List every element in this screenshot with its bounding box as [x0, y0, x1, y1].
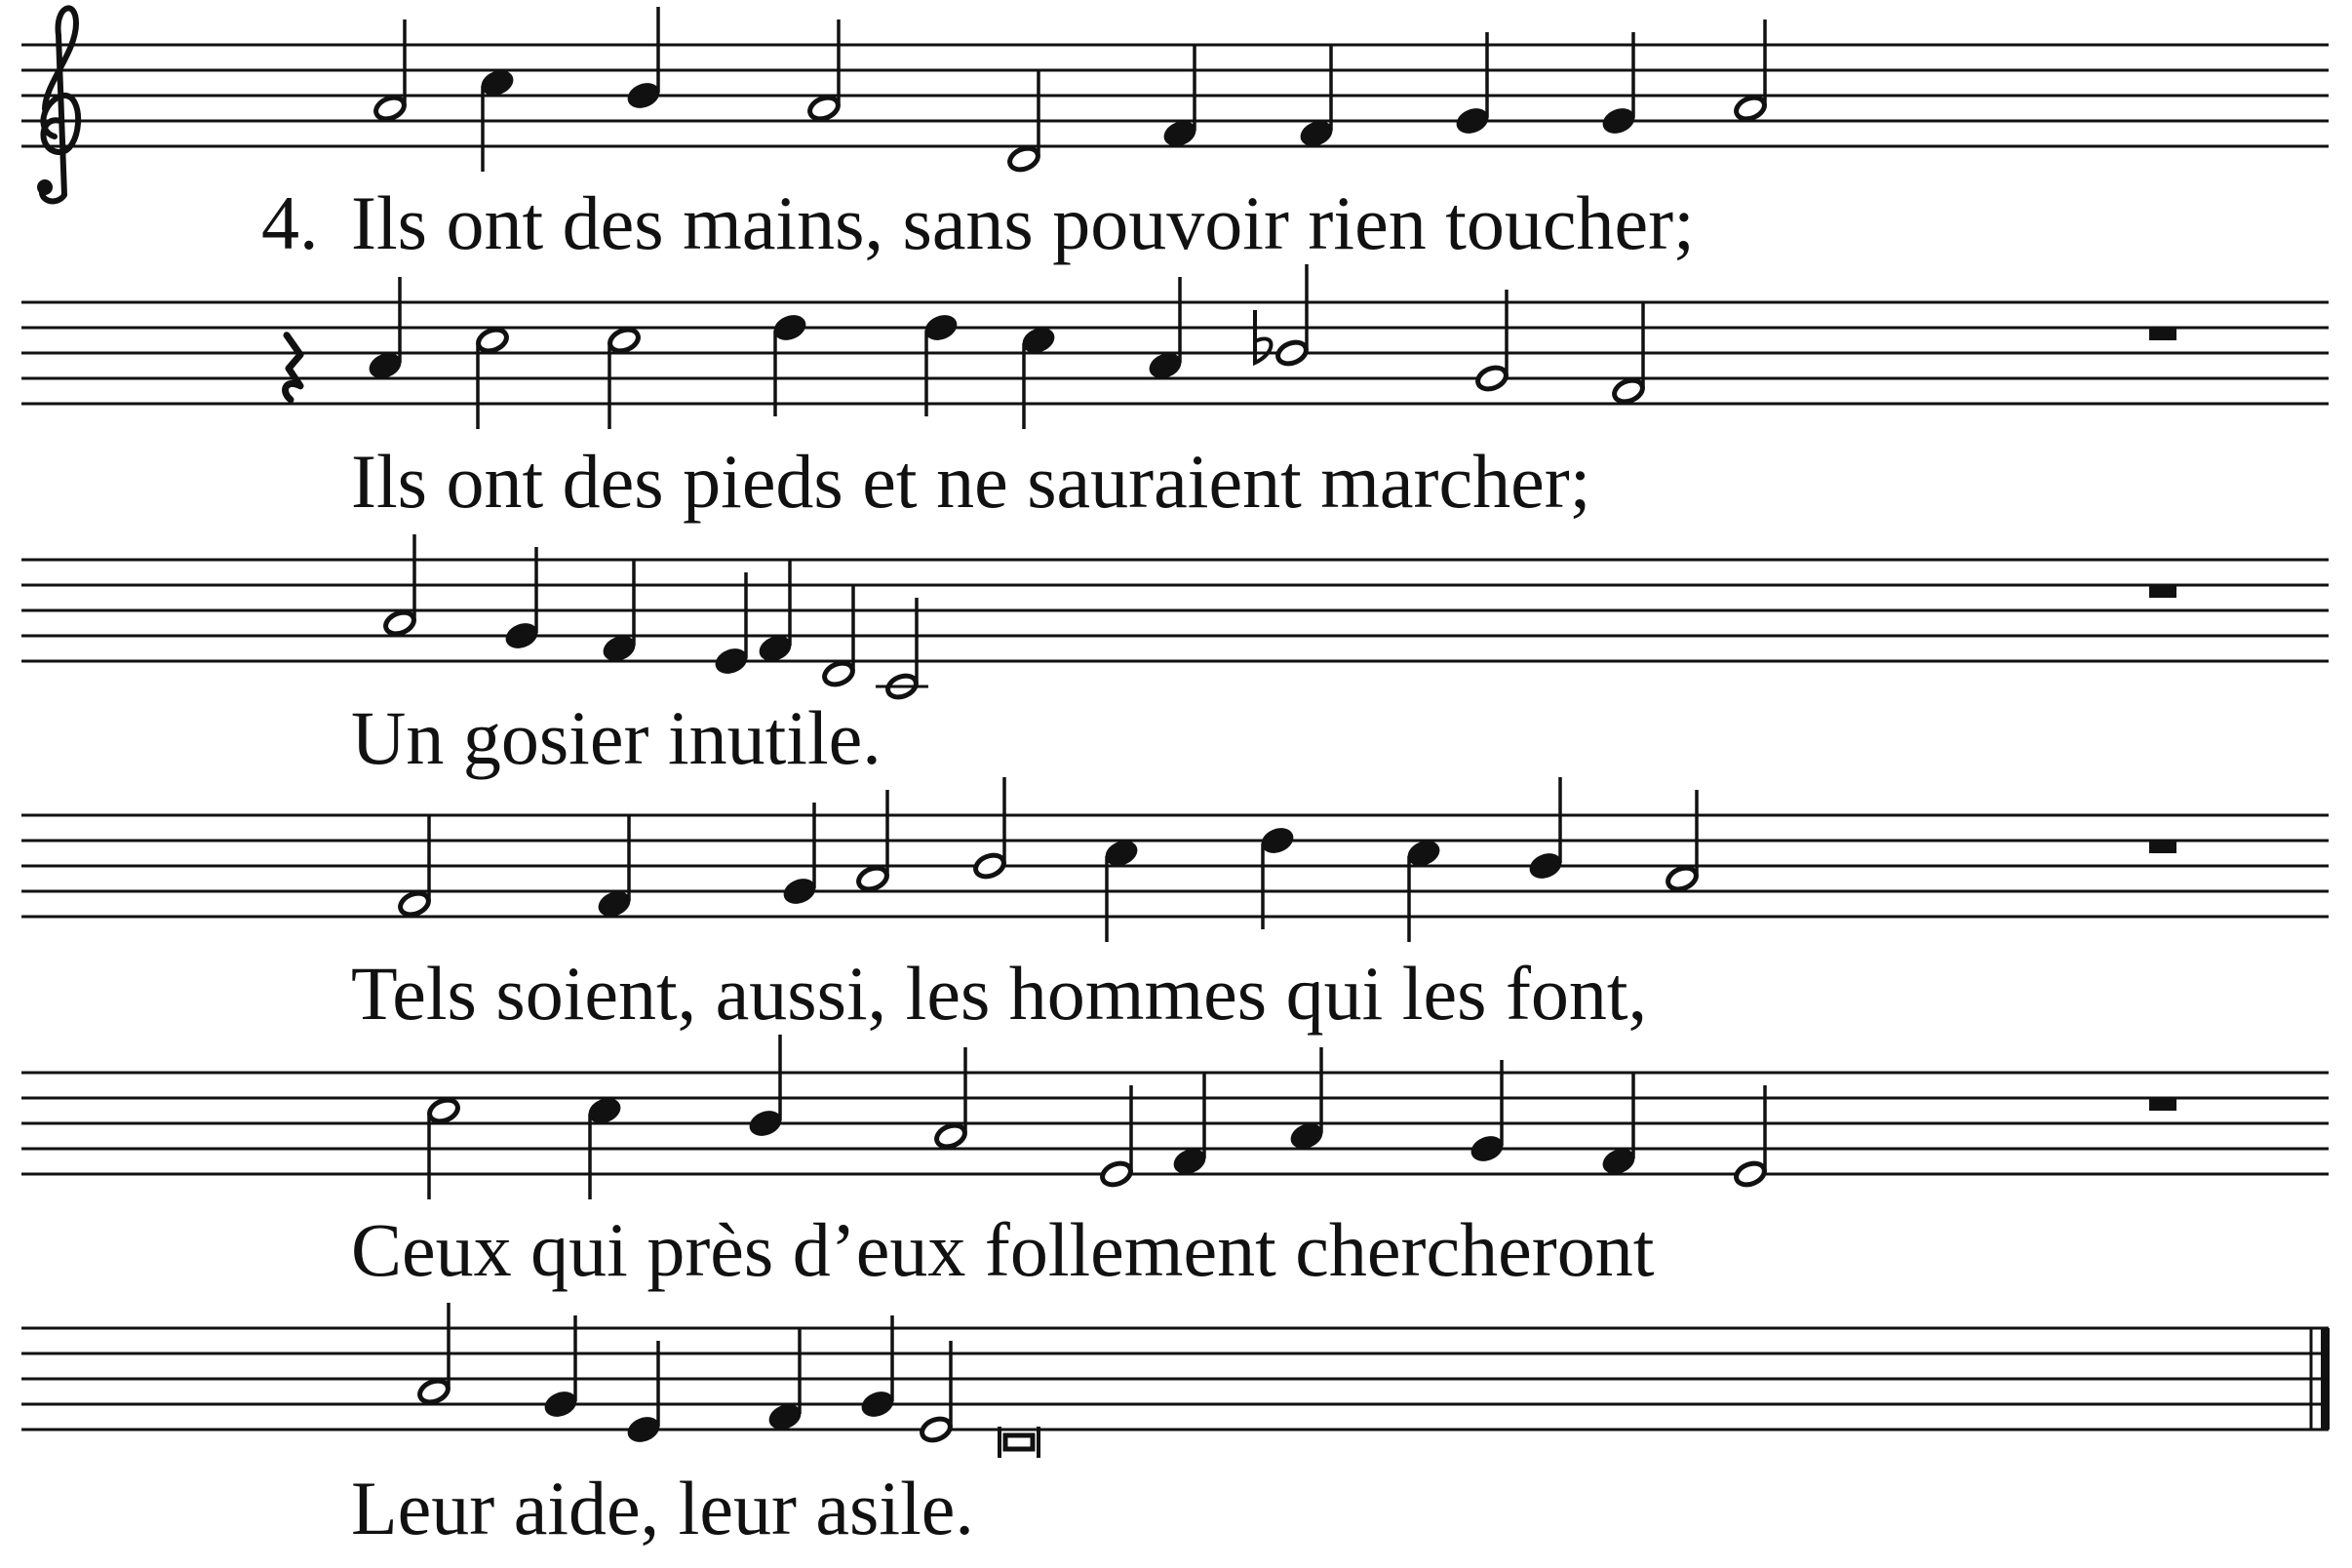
quarter-note	[595, 815, 635, 921]
staff-4	[21, 815, 2329, 917]
half-note	[1733, 1085, 1767, 1189]
notehead	[382, 608, 416, 638]
half-note	[1274, 264, 1309, 368]
quarter-note	[600, 560, 640, 665]
half-note	[919, 1341, 953, 1444]
staff-6	[21, 1328, 2329, 1430]
flat-icon	[1255, 310, 1272, 363]
staff-2	[21, 302, 2329, 404]
quarter-note	[1468, 1060, 1508, 1165]
quarter-note	[1526, 777, 1566, 882]
lyric-line-1	[351, 180, 1695, 265]
quarter-note	[1297, 45, 1337, 150]
half-note	[1099, 1085, 1133, 1189]
verse-number: 4.	[261, 180, 319, 265]
notehead	[919, 1415, 953, 1444]
quarter-note	[1258, 824, 1298, 929]
quarter-note	[624, 7, 664, 112]
notehead	[1474, 364, 1509, 393]
whole-rest-icon	[2149, 841, 2176, 853]
quarter-note	[502, 547, 542, 652]
treble-clef-icon	[37, 8, 78, 201]
notehead	[416, 1377, 451, 1406]
notehead	[397, 889, 431, 919]
quarter-note	[1146, 277, 1186, 382]
lyric-text: Tels soient, aussi, les hommes qui les font,	[351, 951, 1648, 1036]
notehead	[972, 851, 1006, 881]
quarter-note	[921, 311, 961, 416]
quarter-note	[1019, 324, 1059, 429]
notehead	[1099, 1159, 1133, 1189]
quarter-note	[1160, 45, 1200, 150]
quarter-note	[858, 1315, 898, 1421]
notehead	[933, 1121, 967, 1151]
clef-stroke	[42, 8, 78, 201]
half-note	[1474, 290, 1509, 393]
clef-ball	[37, 179, 53, 195]
lyric-line-5	[351, 1207, 1655, 1292]
quarter-note	[478, 66, 518, 172]
lyric-line-4	[351, 951, 1648, 1036]
quarter-note	[1404, 837, 1444, 942]
lyric-text: Ils ont des pieds et ne sauraient marcher;	[351, 439, 1591, 524]
quarter-note	[585, 1094, 625, 1199]
notehead	[475, 326, 509, 355]
lyric-text: Un gosier inutile.	[351, 695, 882, 780]
notehead	[1006, 144, 1040, 174]
staff-5	[21, 1073, 2329, 1174]
whole-rest-icon	[2149, 1098, 2176, 1111]
notehead	[372, 94, 407, 123]
lyric-text: Leur aide, leur asile.	[351, 1466, 974, 1550]
quarter-note	[756, 560, 796, 665]
notehead	[1733, 1159, 1767, 1189]
whole-rest-icon	[2149, 328, 2176, 340]
notehead	[1611, 376, 1645, 406]
notehead	[1665, 864, 1699, 893]
notehead	[821, 659, 855, 688]
quarter-note	[1599, 32, 1639, 137]
notehead	[1733, 94, 1767, 123]
quarter-note	[1453, 32, 1493, 137]
quarter-note	[765, 1328, 805, 1433]
notehead	[607, 326, 641, 355]
lyric-line-2	[351, 439, 1591, 524]
notehead	[426, 1096, 460, 1125]
notehead	[1274, 338, 1309, 368]
half-note	[972, 777, 1006, 881]
quarter-note	[1170, 1073, 1210, 1178]
quarter-note	[541, 1315, 581, 1421]
lyric-line-6	[351, 1466, 974, 1550]
half-note	[876, 598, 928, 701]
quarter-note	[366, 277, 406, 382]
quarter-rest-icon	[286, 335, 300, 400]
quarter-note	[1102, 837, 1142, 942]
notehead	[855, 864, 889, 893]
quarter-note	[780, 803, 820, 908]
quarter-note	[624, 1341, 664, 1446]
whole-rest-icon	[2149, 585, 2176, 598]
quarter-note	[1599, 1073, 1639, 1178]
quarter-note	[712, 572, 752, 678]
lyric-text: Ceux qui près d’eux follement chercheront	[351, 1207, 1655, 1292]
lyric-line-3	[351, 695, 882, 780]
quarter-note	[770, 311, 810, 416]
quarter-note	[746, 1035, 786, 1140]
quarter-note	[1287, 1047, 1327, 1153]
notehead	[806, 94, 841, 123]
breve-note	[1000, 1427, 1039, 1458]
final-barline-thick	[2321, 1328, 2330, 1430]
breve-head	[1005, 1435, 1033, 1449]
staff-3	[21, 560, 2329, 661]
lyric-text: Ils ont des mains, sans pouvoir rien toucher;	[351, 180, 1695, 265]
